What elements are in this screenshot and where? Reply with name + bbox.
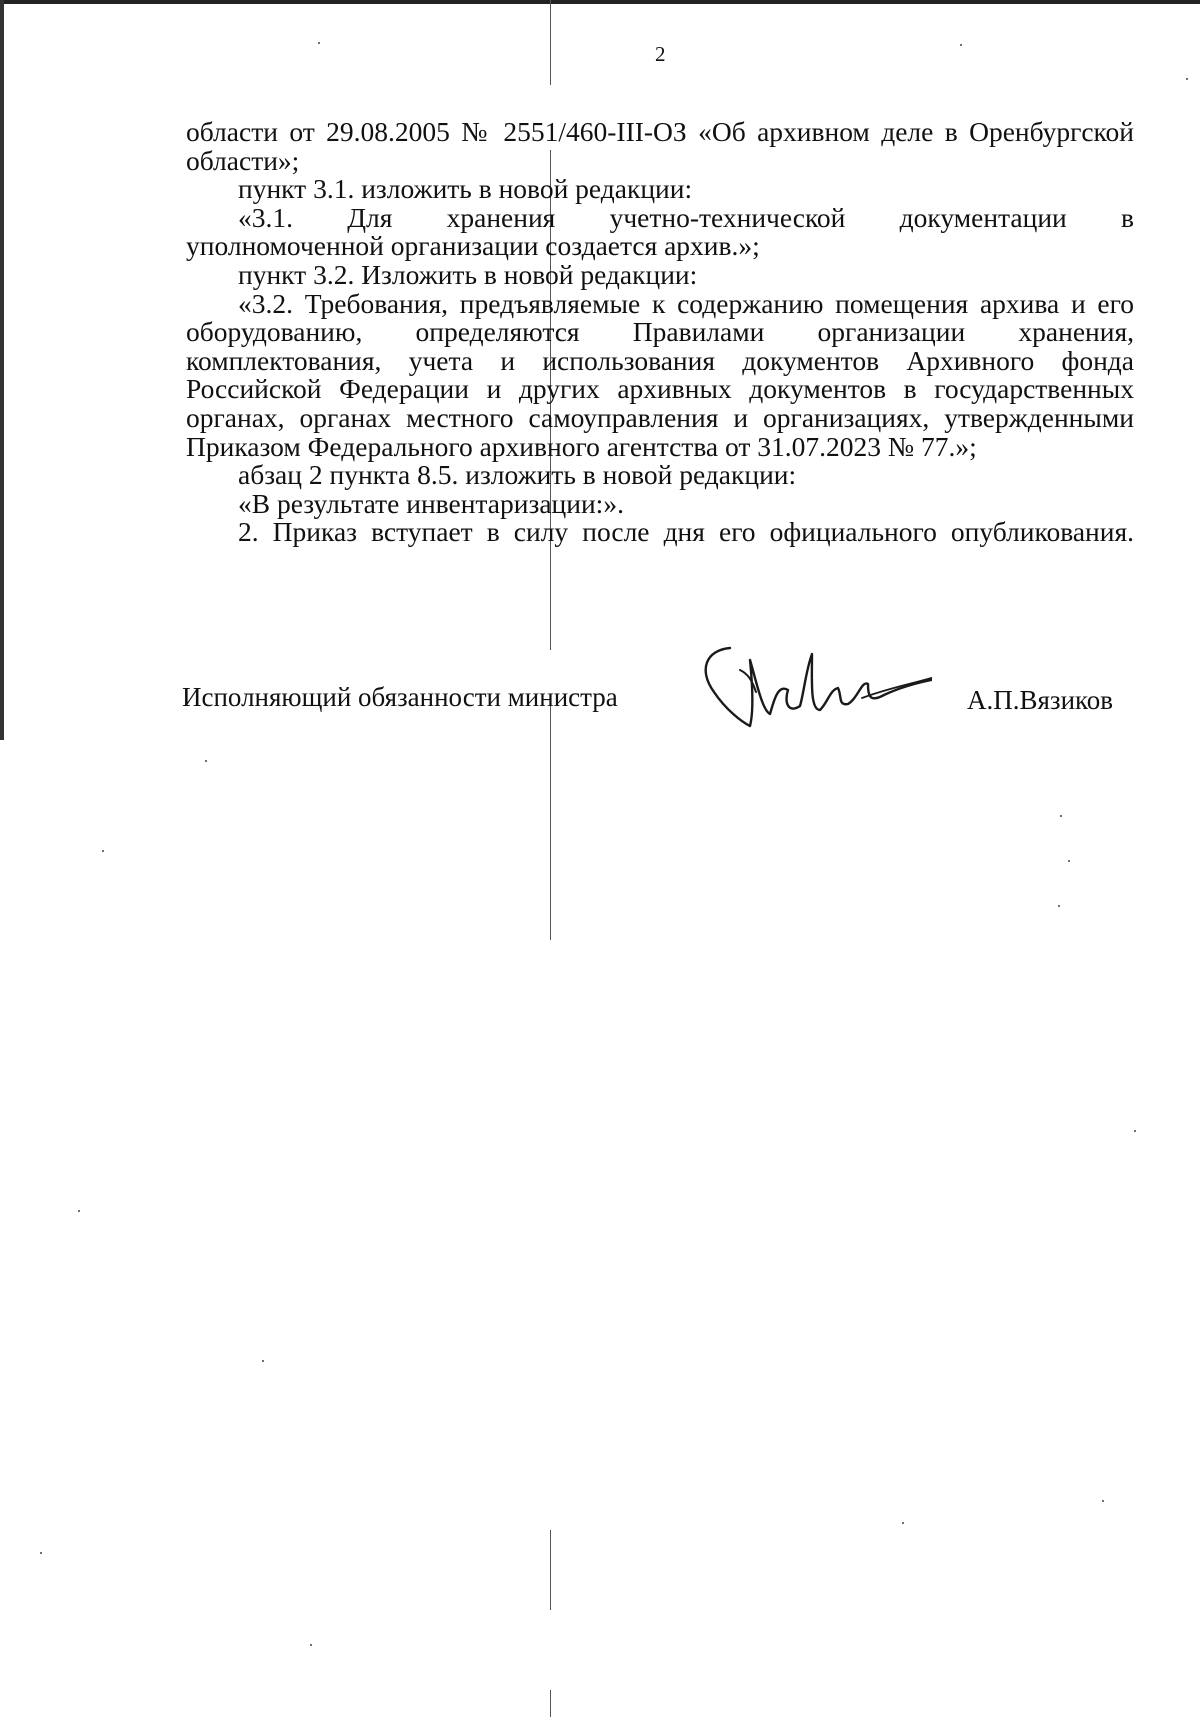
text-line: оборудованию, определяются Правилами организации хранения, xyxy=(186,316,1134,348)
scan-speck xyxy=(1068,860,1070,862)
scan-speck xyxy=(1058,905,1060,907)
fold-line xyxy=(550,1690,551,1717)
signatory-name: А.П.Вязиков xyxy=(967,685,1114,715)
document-body xyxy=(186,118,1134,547)
scan-speck xyxy=(262,1360,264,1362)
text-line: пункт 3.1. изложить в новой редакции: xyxy=(238,173,693,205)
text-line: «3.1. Для хранения учетно-технической документации в xyxy=(238,201,1134,233)
scan-speck xyxy=(1060,815,1062,817)
scan-speck xyxy=(1186,78,1188,80)
text-line: «В результате инвентаризации:». xyxy=(238,487,624,519)
scan-speck xyxy=(310,1644,312,1646)
text-line: 2. Приказ вступает в силу после дня его официального опубликования. xyxy=(238,516,1134,548)
scan-speck xyxy=(318,42,320,44)
scan-speck xyxy=(1102,1500,1104,1502)
text-line: Российской Федерации и других архивных документов в государственных xyxy=(186,373,1134,405)
text-line: области от 29.08.2005 № 2551/460-III-ОЗ «Об архивном деле в Оренбургской xyxy=(186,116,1134,147)
scan-speck xyxy=(40,1552,42,1554)
fold-line xyxy=(550,0,551,85)
signature-block xyxy=(182,640,1122,730)
scan-speck xyxy=(78,1210,80,1212)
signatory-position: Исполняющий обязанности министра xyxy=(182,682,618,712)
page-number: 2 xyxy=(655,42,666,66)
scan-speck xyxy=(960,44,962,46)
text-line: пункт 3.2. Изложить в новой редакции: xyxy=(238,258,698,290)
text-line: «3.2. Требования, предъявляемые к содержанию помещения архива и его xyxy=(238,287,1134,319)
fold-line xyxy=(550,700,551,940)
text-line: уполномоченной организации создается архив.»; xyxy=(186,230,760,262)
scan-edge-left xyxy=(0,0,4,740)
text-line: Приказом Федерального архивного агентства от 31.07.2023 № 77.»; xyxy=(186,430,977,462)
scan-speck xyxy=(205,760,207,762)
text-line: органах, органах местного самоуправления и организациях, утвержденными xyxy=(186,401,1134,433)
scan-speck xyxy=(902,1522,904,1524)
text-line: области»; xyxy=(186,144,300,176)
scan-edge-top xyxy=(0,0,1200,4)
fold-line xyxy=(550,1530,551,1610)
text-line: абзац 2 пункта 8.5. изложить в новой редакции: xyxy=(238,459,797,491)
handwritten-signature xyxy=(692,640,932,730)
scan-speck xyxy=(102,850,104,852)
text-line: комплектования, учета и использования документов Архивного фонда xyxy=(186,344,1134,376)
scan-speck xyxy=(1134,1130,1136,1132)
